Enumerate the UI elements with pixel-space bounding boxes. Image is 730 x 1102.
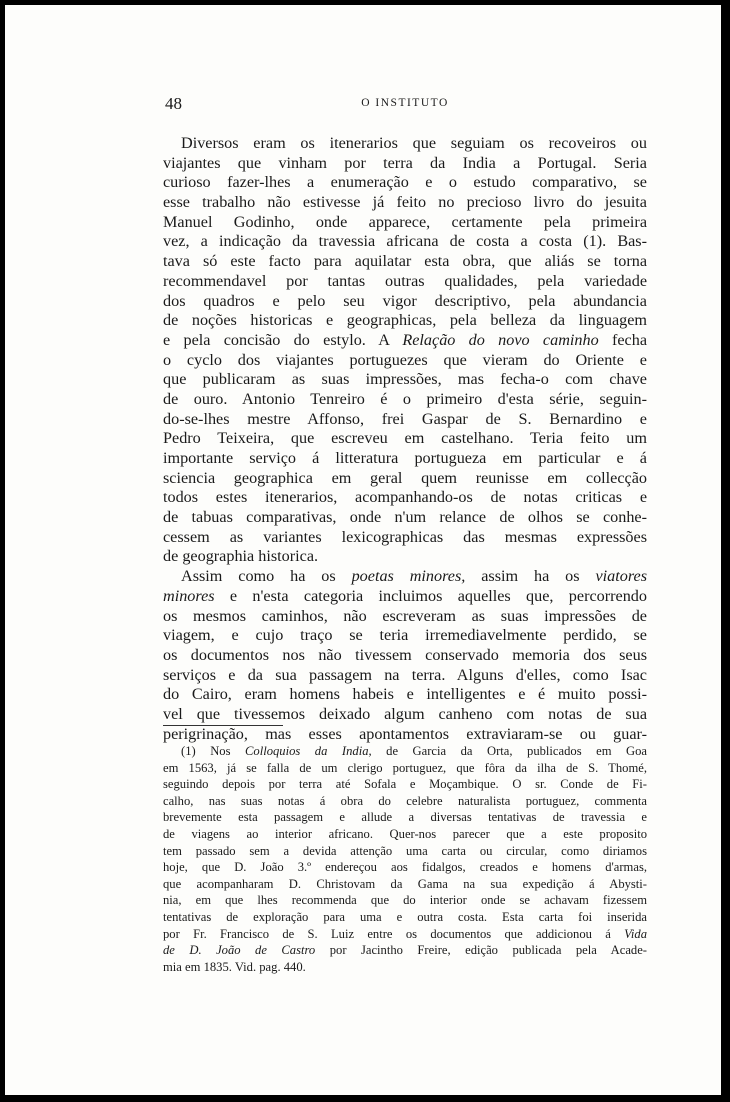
body-italic-term: minores [163,586,215,605]
body-line: os mesmos caminhos, não escreveram as suas impressões de [163,606,647,625]
page-number: 48 [165,94,182,113]
footnote-line: brevemente esta passagem e allude a diversas tentativas de travessia e [163,810,647,825]
body-line [163,331,647,351]
footnote-line: tem passado sem a devida attenção uma carta ou circular, como diriamos [163,843,647,858]
body-line: viagem, e cujo traço se teria irremediavelmente perdido, se [163,626,647,645]
body-line: dos quadros e pelo seu vigor descriptivo, pela abundancia [163,291,647,310]
footnote-line: calho, nas suas notas á obra do celebre naturalista portuguez, commenta [163,793,647,808]
footnote-segment: (1) Nos [181,744,231,758]
body-line: importante serviço á litteratura portugueza em particular e á [163,449,647,467]
footnote-divider [163,725,283,726]
footnote-segment: de Garcia da Orta, publicados em Goa [386,744,647,758]
body-line: perigrinação, mas esses apontamentos extraviaram-se ou guar- [163,724,647,743]
footnote-line [163,743,647,760]
body-line: viajantes que vinham por terra da India a Portugal. Seria [163,153,647,172]
book-page [5,5,721,1095]
body-line: de geographia historica. [163,547,319,566]
body-line: Pedro Teixeira, que escreveu em castelhano. Teria feito um [163,429,647,448]
footnote-segment: por Fr. Francisco de S. Luiz entre os documentos que addicionou á [163,926,611,941]
body-text [163,134,647,744]
body-line: de noções historicas e geographicas, pela belleza da linguagem [163,311,647,330]
body-segment: e n'esta categoria incluimos aquelles que, percorrendo [229,586,647,605]
footnote [163,743,647,975]
footnote-line: hoje, que D. João 3.º endereçou aos fidalgos, creados e homens d'armas, [163,860,647,875]
body-line: os documentos nos não tivessem conservado memoria dos seus [163,645,647,664]
body-line: tava só este facto para aquilatar esta obra, que aliás se torna [163,252,647,271]
footnote-italic-title: Colloquios da India, [245,744,372,758]
footnote-line: de viagens ao interior africano. Quer-nos parecer que a este proposito [163,826,647,841]
body-line: cessem as variantes lexicographicas das mesmas expressões [163,527,647,546]
body-line: serviços e da sua passagem na terra. Alguns d'elles, como Isac [163,665,647,684]
body-segment: Assim como ha os [181,567,336,586]
body-line: todos estes itenerarios, acompanhando-os de notas criticas e [163,488,647,507]
footnote-line: seguindo depois por terra até Sofala e Moçambique. O sr. Conde de Fi- [163,777,647,792]
footnote-line: que acompanharam D. Christovam da Gama na sua expedição á Abysti- [163,876,647,891]
footnote-line: em 1563, já se falla de um clerigo portuguez, que fôra da ilha de S. Thomé, [163,760,647,775]
body-line: o cyclo dos viajantes portuguezes que vieram do Oriente e [163,350,647,369]
footnote-line: tentativas de exploração para uma e outra costa. Esta carta foi inserida [163,909,647,924]
body-line: de ouro. Antonio Tenreiro é o primeiro d'esta série, seguin- [163,389,647,408]
body-line: que publicaram as suas impressões, mas fecha-o com chave [163,370,647,389]
body-line: do-se-lhes mestre Affonso, frei Gaspar de S. Bernardino e [163,409,647,428]
body-italic-title: Relação do novo caminho [402,330,599,349]
body-line: recommendavel por tantas outras qualidades, pela variedade [163,271,647,290]
footnote-segment: por Jacintho Freire, edição publicada pela Acade- [329,943,647,958]
body-line: vez, a indicação da travessia africana de costa a costa (1). Bas- [163,232,647,251]
running-head [165,94,645,116]
footnote-line: nia, em que lhes recommenda que do interior onde se achavam fizessem [163,893,647,908]
body-line: Diversos eram os itenerarios que seguiam os recoveiros ou [181,134,647,152]
body-line: sciencia geographica em geral quem reunisse em collecção [163,468,647,487]
body-line [163,587,647,607]
body-line [163,567,647,587]
body-line: esse trabalho não estivesse já feito no precioso livro do jesuita [163,193,647,212]
running-title: O INSTITUTO [361,97,449,109]
body-line: do Cairo, eram homens habeis e intelligentes e é muito possi- [163,685,647,704]
body-segment: e pela concisão do estylo. A [163,330,390,349]
body-line: de tabuas comparativas, onde n'um relance de olhos se conhe- [163,508,647,527]
body-italic-term: viatores [595,567,648,586]
footnote-line: mia em 1835. Vid. pag. 440. [163,959,306,974]
body-segment: assim ha os [481,567,580,586]
footnote-line [163,926,647,943]
body-line: curioso fazer-lhes a enumeração e o estudo comparativo, se [163,173,647,192]
body-line: vel que tivessemos deixado algum canheno com notas de sua [163,704,647,723]
footnote-italic-title: de D. João de Castro [163,943,316,958]
body-italic-term: poetas minores, [351,567,466,586]
body-line: Manuel Godinho, onde apparece, certamente pela primeira [163,212,647,231]
body-segment: fecha [611,330,648,349]
footnote-italic-title: Vida [624,926,647,941]
footnote-line [163,942,647,959]
